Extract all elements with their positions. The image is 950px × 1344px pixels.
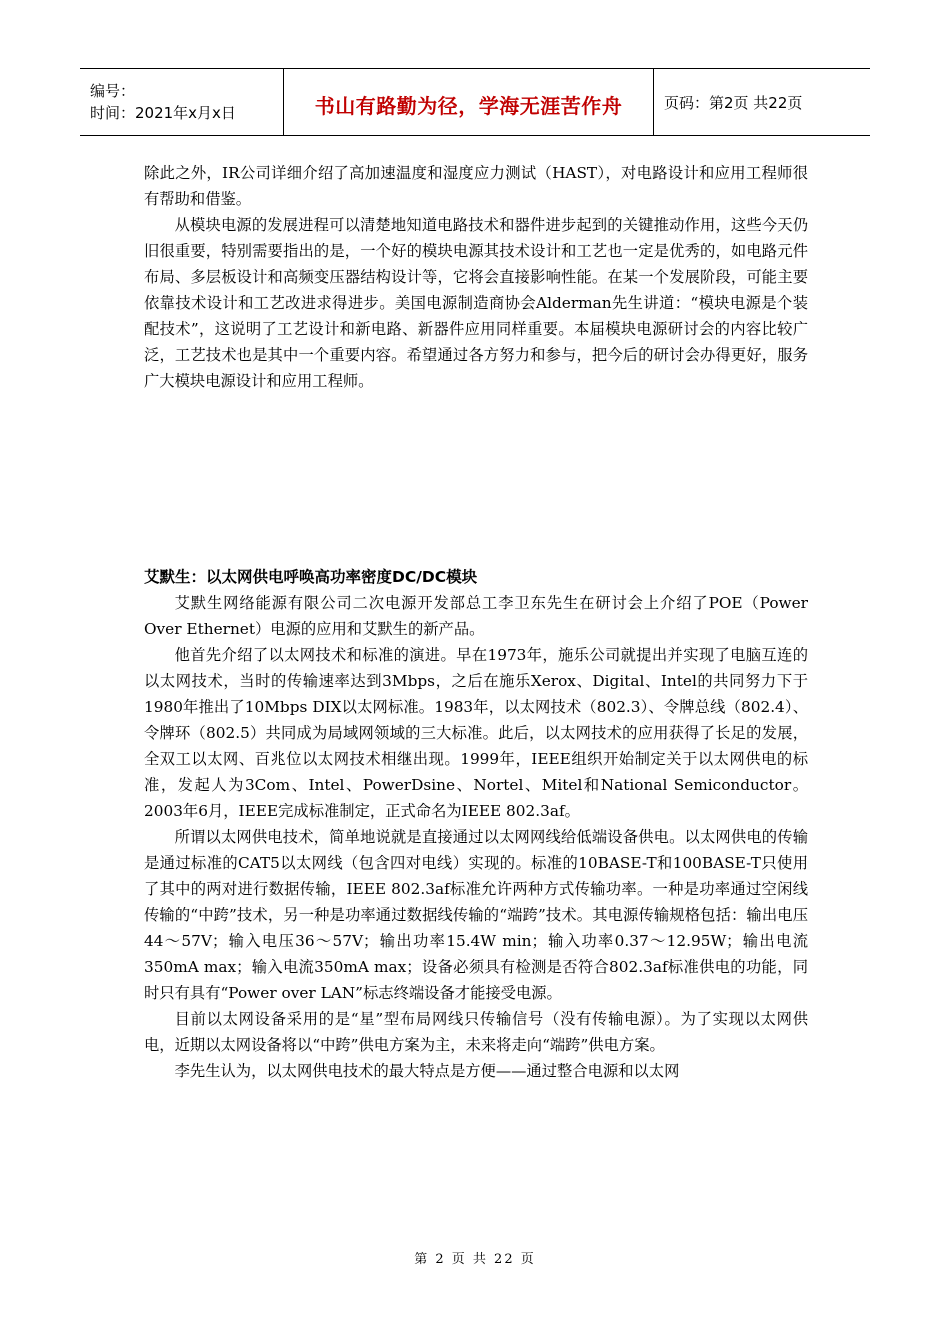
body-paragraph: 艾默生网络能源有限公司二次电源开发部总工李卫东先生在研讨会上介绍了POE（Power Over Ethernet）电源的应用和艾默生的新产品。 — [144, 594, 808, 638]
document-time-label: 时间：2021年x月x日 — [90, 104, 236, 122]
document-number-label: 编号： — [90, 82, 136, 100]
body-paragraph: 从模块电源的发展进程可以清楚地知道电路技术和器件进步起到的关键推动作用，这些今天仍旧很重要，特别需要指出的是，一个好的模块电源其技术设计和工艺也一定是优秀的，如电路元件布局、多层板设计和高频变压器结构设计等，它将会直接影响性能。在某一个发展阶段，可能主要依靠技术设计和工艺改进求得进步。美国电源制造商协会Alderman先生讲道：“模块电源是个装配技术”，这说明了工艺设计和新电路、新器件应用同样重要。本届模块电源研讨会的内容比较广泛，工艺技术也是其中一个重要内容。希望通过各方努力和参与，把今后的研讨会办得更好，服务广大模块电源设计和应用工程师。 — [144, 216, 808, 390]
body-paragraph: 他首先介绍了以太网技术和标准的演进。早在1973年，施乐公司就提出并实现了电脑互连的以太网技术，当时的传输速率达到3Mbps，之后在施乐Xerox、Digital、Intel的共同努力下于1980年推出了10Mbps DIX以太网标准。1983年，以太网技术（802.3）、令牌总线（802.4）、令牌环（802.5）共同成为局域网领域的三大标准。此后，以太网技术的应用获得了长足的发展，全双工以太网、百兆位以太网技术相继出现。1999年，IEEE组织开始制定关于以太网供电的标准，发起人为3Com、Intel、PowerDsine、Nortel、Mitel和National Semiconductor。2003年6月，IEEE完成标准制定，正式命名为IEEE 802.3af。 — [144, 646, 808, 820]
body-paragraph: 所谓以太网供电技术，简单地说就是直接通过以太网网线给低端设备供电。以太网供电的传输是通过标准的CAT5以太网线（包含四对电线）实现的。标准的10BASE-T和100BASE-T只使用了其中的两对进行数据传输，IEEE 802.3af标准允许两种方式传输功率。一种是功率通过空闲线传输的“中跨”技术，另一种是功率通过数据线传输的“端跨”技术。其电源传输规格包括：输出电压44～57V；输入电压36～57V；输出功率15.4W min；输入功率0.37～12.95W；输出电流350mA max；输入电流350mA max；设备必须具有检测是否符合802.3af标准供电的功能，同时只有具有“Power over LAN”标志终端设备才能接受电源。 — [144, 828, 808, 1002]
page-footer — [0, 1248, 950, 1267]
body-paragraph: 李先生认为，以太网供电技术的最大特点是方便——通过整合电源和以太网 — [174, 1062, 680, 1080]
header-motto-cell — [284, 69, 654, 135]
section-title: 艾默生：以太网供电呼唤高功率密度DC/DC模块 — [144, 568, 478, 586]
header-page-info: 页码：第2页 共22页 — [664, 93, 803, 112]
footer-page-number: 第 2 页 共 22 页 — [414, 1252, 536, 1267]
document-body — [144, 160, 808, 1084]
body-paragraph: 目前以太网设备采用的是“星”型布局网线只传输信号（没有传输电源）。为了实现以太网供电，近期以太网设备将以“中跨”供电方案为主，未来将走向“端跨”供电方案。 — [144, 1010, 808, 1054]
header-motto: 书山有路勤为径，学海无涯苦作舟 — [314, 93, 623, 118]
page-header — [80, 68, 870, 136]
body-paragraph: 除此之外，IR公司详细介绍了高加速温度和湿度应力测试（HAST），对电路设计和应用工程师很有帮助和借鉴。 — [144, 164, 808, 208]
blank-space — [144, 394, 808, 564]
header-page-cell — [654, 69, 870, 135]
header-meta-cell — [80, 69, 284, 135]
